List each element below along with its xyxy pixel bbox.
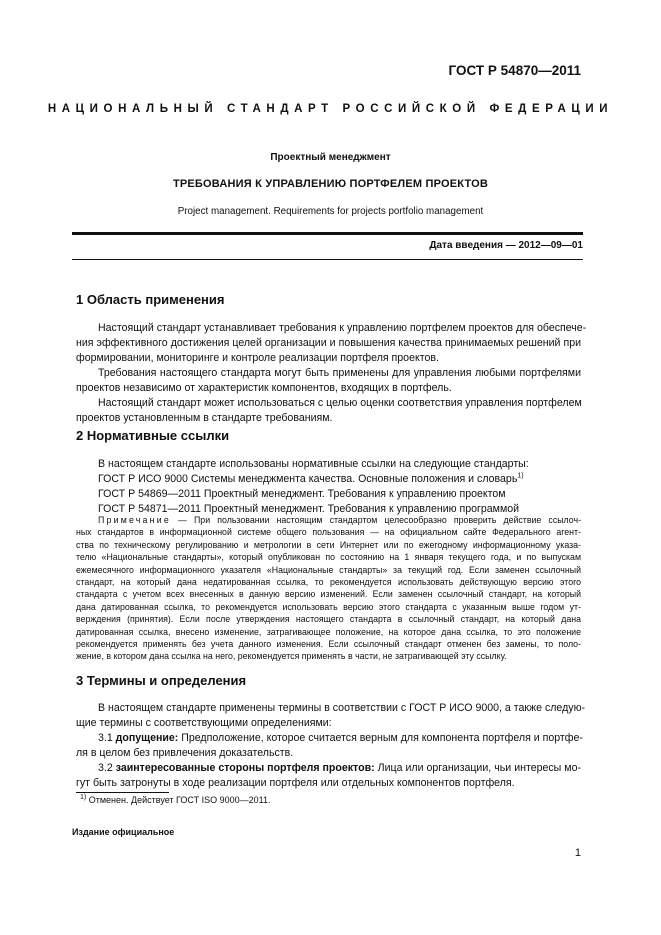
section-normative-references: [76, 428, 581, 444]
note-line: Примечание — При пользовании настоящим стандартом целесообразно проверить действие ссылоч-: [98, 515, 581, 525]
section-normative-references-body: [76, 457, 581, 517]
paragraph-line: Настоящий стандарт может использоваться с целью оценки соответствия управления портфелем: [98, 397, 582, 409]
paragraph-line: Настоящий стандарт устанавливает требования к управлению портфелем проектов для обеспече-: [98, 322, 587, 334]
section-scope: [76, 292, 581, 321]
footnote-mark: 1): [80, 794, 87, 801]
note-line: телю «Национальные стандарты», который опубликован по состоянию на 1 января текущего года, и по выпускам: [76, 552, 581, 563]
reference-item: ГОСТ Р 54871—2011 Проектный менеджмент. Требования к управлению программой: [98, 503, 520, 515]
document-title-ru: ТРЕБОВАНИЯ К УПРАВЛЕНИЮ ПОРТФЕЛЕМ ПРОЕКТОВ: [172, 178, 489, 190]
note-line: ежемесячного информационного указателя «Национальные стандарты» за текущий год. Если заменен ссылочный: [76, 564, 581, 575]
note-line: ства по техническому регулированию и метрологии в сети Интернет или по ежегодному информационному указа-: [76, 539, 581, 550]
note-line: жение, в котором дана ссылка на него, рекомендуется применять в части, не затрагивающей эту ссылку.: [76, 651, 507, 662]
term-line: 3.1 допущение: Предположение, которое считается верным для компонента портфеля и портфе-: [98, 732, 583, 744]
section-heading: 3 Термины и определения: [76, 673, 247, 688]
document-code: ГОСТ Р 54870—2011: [448, 63, 581, 78]
term-name: заинтересованные стороны портфеля проектов:: [115, 762, 375, 774]
note-line: датированная ссылка, внесено изменение, затрагивающее положение, на которое дана ссылка, то это положение: [76, 626, 581, 637]
paragraph-line: ния эффективного достижения целей организации и повышения качества принимаемых решений при: [76, 337, 581, 349]
footnote: $^{1)}$ Отменен. Действует ГОСТ ISO 9000—2011.: [80, 794, 271, 805]
note-label: Примечание: [98, 515, 171, 525]
header-divider-thin: [72, 259, 583, 260]
page-number: 1: [574, 847, 581, 859]
note-line: стандарта с учетом всех внесенных в данную версию изменений. Если заменен ссылочный стандарт, на который: [76, 589, 581, 600]
note-line: верждения (принятия). Если после утверждения настоящего стандарта в ссылочный стандарт, на который дана: [76, 614, 581, 625]
reference-item: ГОСТ Р 54869—2011 Проектный менеджмент. Требования к управлению проектом: [98, 488, 506, 500]
note-line: стандарт, на который дана недатированная ссылка, то рекомендуется использовать действующую версию этого: [76, 577, 581, 588]
reference-item: ГОСТ Р ИСО 9000 Системы менеджмента качества. Основные положения и словарь$^{1)}$: [98, 472, 524, 485]
header-divider-thick: [72, 232, 583, 235]
paragraph-line: проектов независимо от характеристик компонентов, входящих в портфель.: [76, 382, 452, 394]
paragraph-line: щие термины с соответствующими определениями:: [76, 717, 332, 729]
section-heading: 1 Область применения: [76, 292, 225, 307]
footnote-divider: [76, 792, 169, 793]
section-heading: 2 Нормативные ссылки: [76, 428, 230, 443]
document-category: Проектный менеджмент: [270, 152, 391, 163]
section-terms: [76, 673, 581, 689]
note-block: [76, 514, 581, 663]
edition-label: Издание официальное: [72, 827, 175, 837]
paragraph-line: В настоящем стандарте использованы нормативные ссылки на следующие стандарты:: [98, 458, 529, 470]
term-line: ля в целом без привлечения доказательств.: [76, 747, 294, 759]
term-name: допущение:: [115, 732, 179, 744]
term-line: 3.2 заинтересованные стороны портфеля проектов: Лица или организации, чьи интересы мо-: [98, 762, 581, 774]
note-line: рекомендуется применять без учета данного изменения. Если ссылочный стандарт отменен без замены, то поло-: [76, 639, 581, 650]
paragraph-line: В настоящем стандарте применены термины в соответствии с ГОСТ Р ИСО 9000, а также следую-: [98, 702, 586, 714]
note-line: ных стандартов в информационной системе общего пользования — на официальном сайте Федерального агент-: [76, 527, 581, 538]
section-scope-body: [76, 321, 587, 426]
national-standard-title: НАЦИОНАЛЬНЫЙ СТАНДАРТ РОССИЙСКОЙ ФЕДЕРАЦИИ: [47, 103, 614, 115]
introduction-date: Дата введения — 2012—09—01: [429, 240, 583, 251]
paragraph-line: проектов установленным в стандарте требованиям.: [76, 412, 333, 424]
paragraph-line: формировании, мониторинге и контроле реализации портфеля проектов.: [76, 352, 439, 364]
term-line: гут быть затронуты в ходе реализации портфеля или отдельных компонентов портфеля.: [76, 777, 515, 789]
note-line: дана датированная ссылка, то рекомендуется использовать версию этого стандарта с указанным выше годом ут-: [76, 601, 581, 612]
paragraph-line: Требования настоящего стандарта могут быть применены для управления любыми портфелями: [98, 367, 581, 379]
section-terms-body: [76, 701, 586, 791]
document-title-en: Project management. Requirements for projects portfolio management: [177, 206, 484, 217]
footnote-mark: 1): [517, 472, 524, 480]
